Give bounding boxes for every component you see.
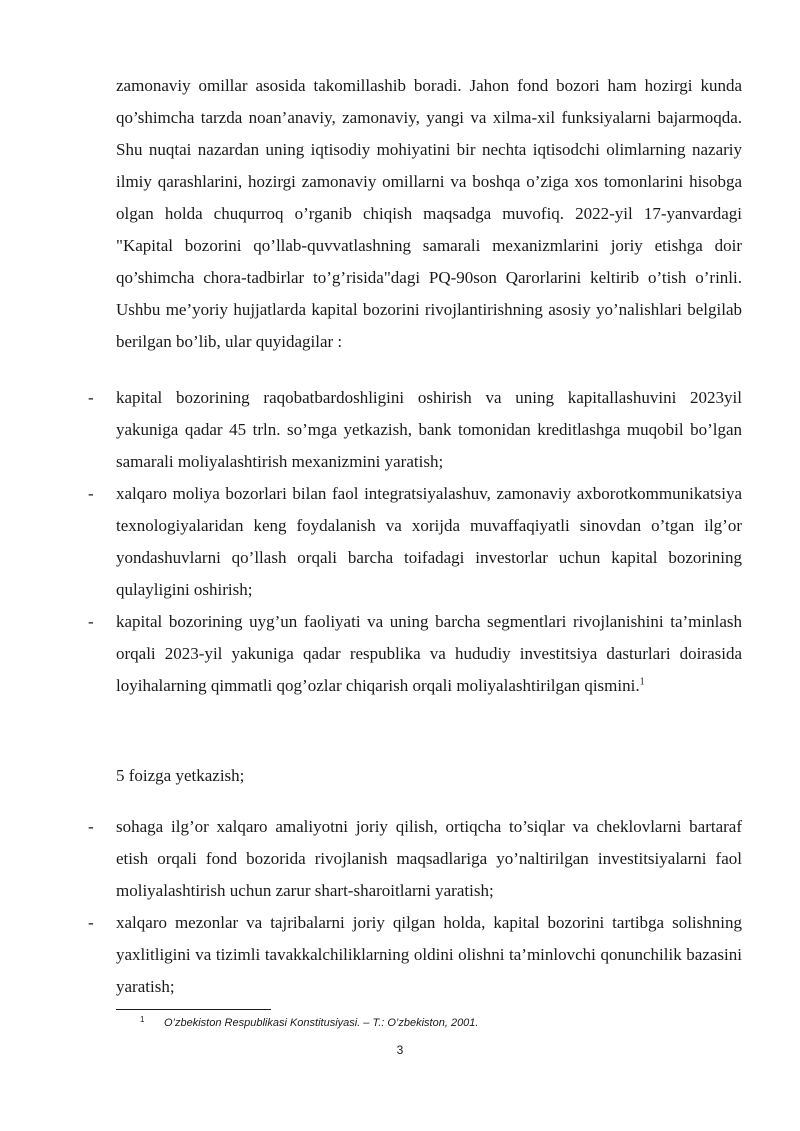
- page-number: 3: [396, 1043, 404, 1057]
- bullet-list: [88, 382, 742, 702]
- footnote-text: O’zbekiston Respublikasi Konstitusiyasi. – T.: O’zbekiston, 2001.: [164, 1017, 479, 1029]
- list-item-text: kapital bozorining raqobatbardoshligini oshirish va uning kapitallashuvini 2023yil yakuniga qadar 45 trln. so’mga yetkazish, bank tomonidan kreditlashga muqobil bo’lgan samarali moliyalashtirish mexanizmini yaratish;: [116, 388, 742, 471]
- list-marker: -: [88, 484, 94, 503]
- list-item-text: xalqaro mezonlar va tajribalarni joriy qilgan holda, kapital bozorini tartibga solishning yaxlitligini va tizimli tavakkalchiliklarning oldini olishni ta’minlovchi qonunchilik bazasini yaratish;: [116, 913, 742, 996]
- footnote-separator: [116, 1009, 271, 1010]
- list-marker: -: [88, 388, 94, 407]
- body-paragraph: 5 foizga yetkazish;: [116, 766, 245, 785]
- footnote-marker: 1: [140, 1015, 145, 1024]
- list-item: [88, 811, 742, 907]
- list-item-text: kapital bozorining uyg’un faoliyati va uning barcha segmentlari rivojlanishini ta’minlash orqali 2023-yil yakuniga qadar respublika va hududiy investitsiya dasturlari doirasida loyihalarning qimmatli qog’ozlar chiqarish orqali moliyalashtirilgan qismini.: [116, 612, 742, 695]
- list-item: [88, 382, 742, 478]
- list-item: [88, 606, 742, 702]
- list-item-text: xalqaro moliya bozorlari bilan faol integratsiyalashuv, zamonaviy axborotkommunikatsiya texnologiyalaridan keng foydalanish va xorijda muvaffaqiyatli sinovdan o’tgan ilg’or yondashuvlarni qo’llash orqali barcha toifadagi investorlar uchun kapital bozorining qulayligini oshirish;: [116, 484, 742, 599]
- bullet-list: [88, 811, 742, 1003]
- body-paragraph: zamonaviy omillar asosida takomillashib boradi. Jahon fond bozori ham hozirgi kunda qo’shimcha tarzda noan’anaviy, zamonaviy, yangi va xilma-xil funksiyalarni bajarmoqda. Shu nuqtai nazardan uning iqtisodiy mohiyatini bir nechta iqtisodchi olimlarning nazariy ilmiy qarashlarini, hozirgi zamonaviy omillarni va boshqa o’ziga xos tomonlarini hisobga olgan holda chuqurroq o’rganib chiqish maqsadga muvofiq. 2022-yil 17-yanvardagi "Kapital bozorini qo’llab-quvvatlashning samarali mexanizmlarini joriy etishga doir qo’shimcha chora-tadbirlar to’g’risida"dagi PQ-90son Qarorlarini keltirib o’tish o’rinli. Ushbu me’yoriy hujjatlarda kapital bozorini rivojlantirishning asosiy yo’nalishlari belgilab berilgan bo’lib, ular quyidagilar :: [116, 76, 742, 351]
- list-marker: -: [88, 817, 94, 836]
- list-item: [88, 478, 742, 606]
- list-item: [88, 907, 742, 1003]
- list-marker: -: [88, 612, 94, 631]
- footnote-reference[interactable]: 1: [639, 676, 645, 688]
- list-marker: -: [88, 913, 94, 932]
- list-item-text: sohaga ilg’or xalqaro amaliyotni joriy qilish, ortiqcha to’siqlar va cheklovlarni bartaraf etish orqali fond bozorida rivojlanish maqsadlariga yo’naltirilgan investitsiyalarni faol moliyalashtirish uchun zarur shart-sharoitlarni yaratish;: [116, 817, 742, 900]
